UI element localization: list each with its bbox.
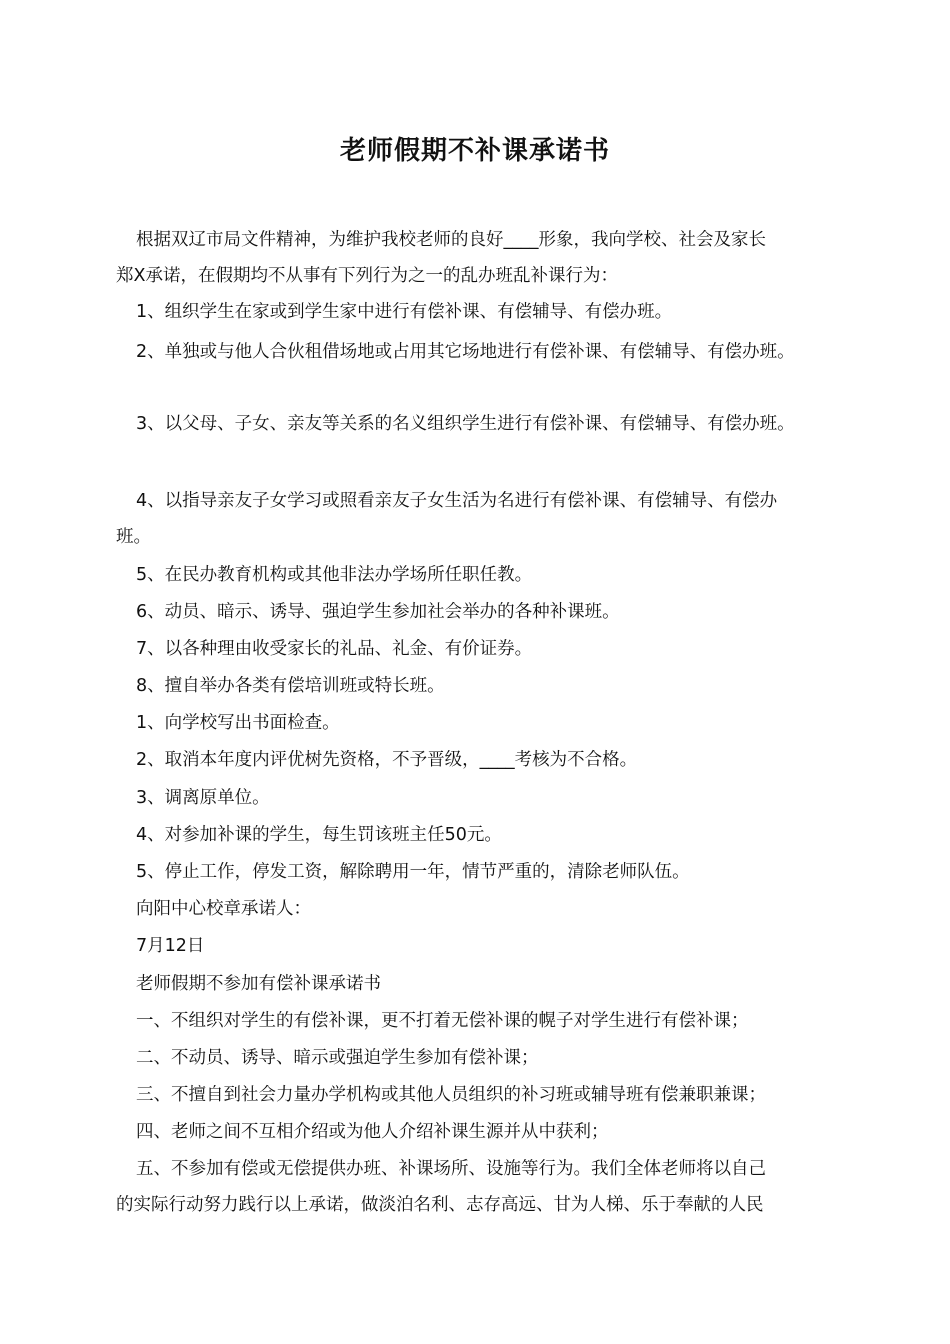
section-heading: 老师假期不参加有偿补课承诺书	[136, 974, 381, 994]
list-item: 五、不参加有偿或无偿提供办班、补课场所、设施等行为。我们全体老师将以自己	[136, 1159, 766, 1179]
signature-line: 向阳中心校章承诺人：	[136, 899, 311, 919]
paragraph-line: 郑X承诺，在假期均不从事有下列行为之一的乱办班乱补课行为：	[116, 266, 618, 286]
list-item: 2、单独或与他人合伙租借场地或占用其它场地进行有偿补课、有偿辅导、有偿办班。	[136, 342, 795, 362]
list-item: 1、向学校写出书面检查。	[136, 713, 340, 733]
list-item: 6、动员、暗示、诱导、强迫学生参加社会举办的各种补课班。	[136, 602, 620, 622]
list-item-continuation: 的实际行动努力践行以上承诺，做淡泊名利、志存高远、甘为人梯、乐于奉献的人民	[116, 1195, 764, 1215]
document-title: 老师假期不补课承诺书	[339, 136, 610, 166]
date-line: 7月12日	[136, 936, 205, 956]
list-item: 四、老师之间不互相介绍或为他人介绍补课生源并从中获利；	[136, 1122, 609, 1142]
list-item: 5、停止工作，停发工资，解除聘用一年，情节严重的，清除老师队伍。	[136, 862, 690, 882]
list-item: 1、组织学生在家或到学生家中进行有偿补课、有偿辅导、有偿办班。	[136, 302, 673, 322]
list-item: 一、不组织对学生的有偿补课，更不打着无偿补课的幌子对学生进行有偿补课；	[136, 1011, 749, 1031]
list-item: 4、对参加补课的学生，每生罚该班主任50元。	[136, 825, 502, 845]
list-item: 3、以父母、子女、亲友等关系的名义组织学生进行有偿补课、有偿辅导、有偿办班。	[136, 414, 795, 434]
list-item: 三、不擅自到社会力量办学机构或其他人员组织的补习班或辅导班有偿兼职兼课；	[136, 1085, 766, 1105]
list-item: 2、取消本年度内评优树先资格，不予晋级，____考核为不合格。	[136, 750, 638, 770]
list-item: 5、在民办教育机构或其他非法办学场所任职任教。	[136, 565, 533, 585]
list-item: 3、调离原单位。	[136, 788, 270, 808]
paragraph-line: 根据双辽市局文件精神，为维护我校老师的良好____形象，我向学校、社会及家长	[136, 230, 766, 250]
list-item: 7、以各种理由收受家长的礼品、礼金、有价证券。	[136, 639, 533, 659]
list-item: 8、擅自举办各类有偿培训班或特长班。	[136, 676, 445, 696]
list-item: 4、以指导亲友子女学习或照看亲友子女生活为名进行有偿补课、有偿辅导、有偿办	[136, 491, 778, 511]
list-item: 二、不动员、诱导、暗示或强迫学生参加有偿补课；	[136, 1048, 539, 1068]
list-item-continuation: 班。	[116, 527, 151, 547]
